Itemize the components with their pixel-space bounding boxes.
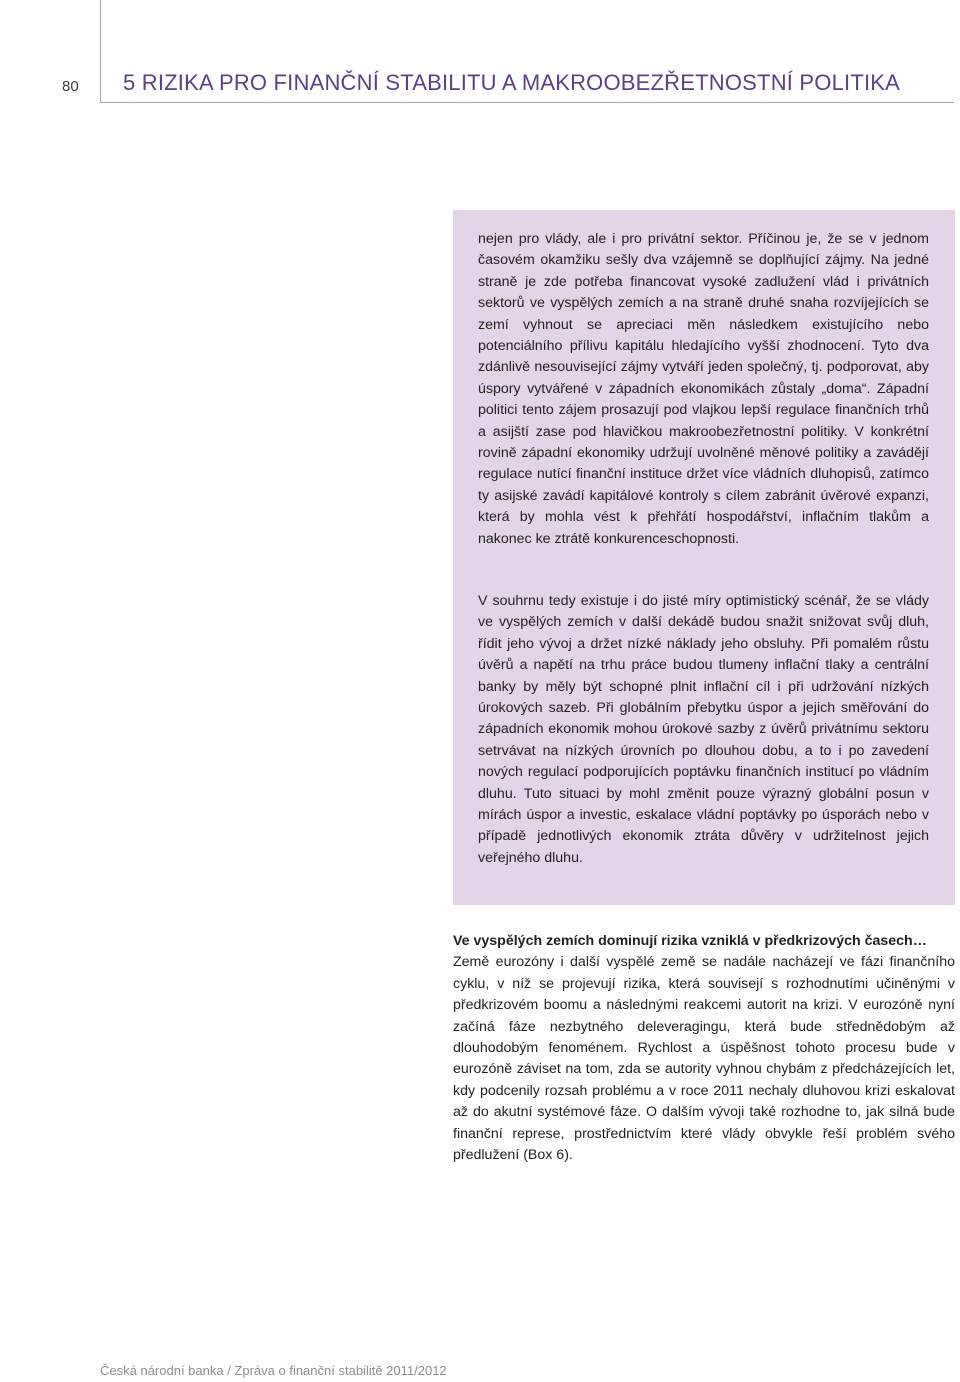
page-number: 80 bbox=[62, 78, 79, 95]
chapter-title: 5 RIZIKA PRO FINANČNÍ STABILITU A MAKROOBEZŘETNOSTNÍ POLITIKA bbox=[123, 70, 901, 95]
box-paragraph: nejen pro vlády, ale i pro privátní sektor. Příčinou je, že se v jednom časovém okamžiku sešly dva vzájemně se doplňující zájmy. Na jedné straně je zde potřeba financovat vysoké zadlužení vlád i privátních sektorů ve vyspělých zemích a na straně druhé snaha rozvíjejících se zemí vyhnout se apreciaci měn následkem existujícího nebo potenciálního přílivu kapitálu hledajícího vyšší zhodnocení. Tyto dva zdánlivě nesouvisející zájmy vytváří jeden společný, tj. podporovat, aby úspory vytvářené v západních ekonomikách zůstaly „doma“. Západní politici tento zájem prosazují pod vlajkou lepší regulace finančních trhů a asijští zase pod hlavičkou makroobezřetnostní politiky. V konkrétní rovině západní ekonomiky udržují uvolněné měnové politiky a zavádějí regulace nutící finanční instituce držet více vládních dluhopisů, zatímco ty asijské zavádí kapitálové kontroly s cílem zabránit úvěrové expanzi, která by mohla vést k přehřátí hospodářství, inflačním tlakům a nakonec ke ztrátě konkurenceschopnosti. bbox=[478, 231, 929, 547]
section-heading: Ve vyspělých zemích dominují rizika vzniklá v předkrizových časech… bbox=[453, 933, 927, 949]
main-section bbox=[453, 931, 955, 1166]
page-footer: Česká národní banka / Zpráva o finanční stabilitě 2011/2012 bbox=[100, 1363, 447, 1378]
header-horizontal-divider bbox=[100, 102, 954, 103]
section-paragraph: Země eurozóny i další vyspělé země se nadále nacházejí ve fázi finančního cyklu, v níž se projevují rizika, která souvisejí s rozhodnutími učiněnými v předkrizovém boomu a následnými reakcemi autorit na krizi. V eurozóně nyní začíná fáze nezbytného deleveragingu, která bude střednědobým až dlouhodobým fenoménem. Rychlost a úspěšnost tohoto procesu bude v eurozóně záviset na tom, zda se autority vyhnou chybám z předcházejících let, kdy podcenily rozsah problému a v roce 2011 nechaly dluhovou krizi eskalovat až do akutní systémové fáze. O dalším vývoji také rozhodne to, jak silná bude finanční represe, prostřednictvím které vlády obvykle řeší problém svého předlužení (Box 6). bbox=[453, 954, 955, 1164]
header-vertical-divider bbox=[100, 0, 101, 103]
box-paragraph: V souhrnu tedy existuje i do jisté míry optimistický scénář, že se vlády ve vyspělých zemích v další dekádě budou snažit snižovat svůj dluh, řídit jeho vývoj a držet nízké náklady jeho obsluhy. Při pomalém růstu úvěrů a napětí na trhu práce budou tlumeny inflační tlaky a centrální banky by měly být schopné plnit inflační cíl i při udržování nízkých úrokových sazeb. Při globálním přebytku úspor a jejich směřování do západních ekonomik mohou úrokové sazby z úvěrů privátnímu sektoru setrvávat na nízkých úrovních po dlouhou dobu, a to i po zavedení nových regulací podporujících poptávku finančních institucí po vládním dluhu. Tuto situaci by mohl změnit pouze výrazný globální posun v mírách úspor a investic, eskalace vládní poptávky po úsporách nebo v případě jednotlivých ekonomik ztráta důvěry v udržitelnost jejich veřejného dluhu. bbox=[478, 593, 929, 866]
